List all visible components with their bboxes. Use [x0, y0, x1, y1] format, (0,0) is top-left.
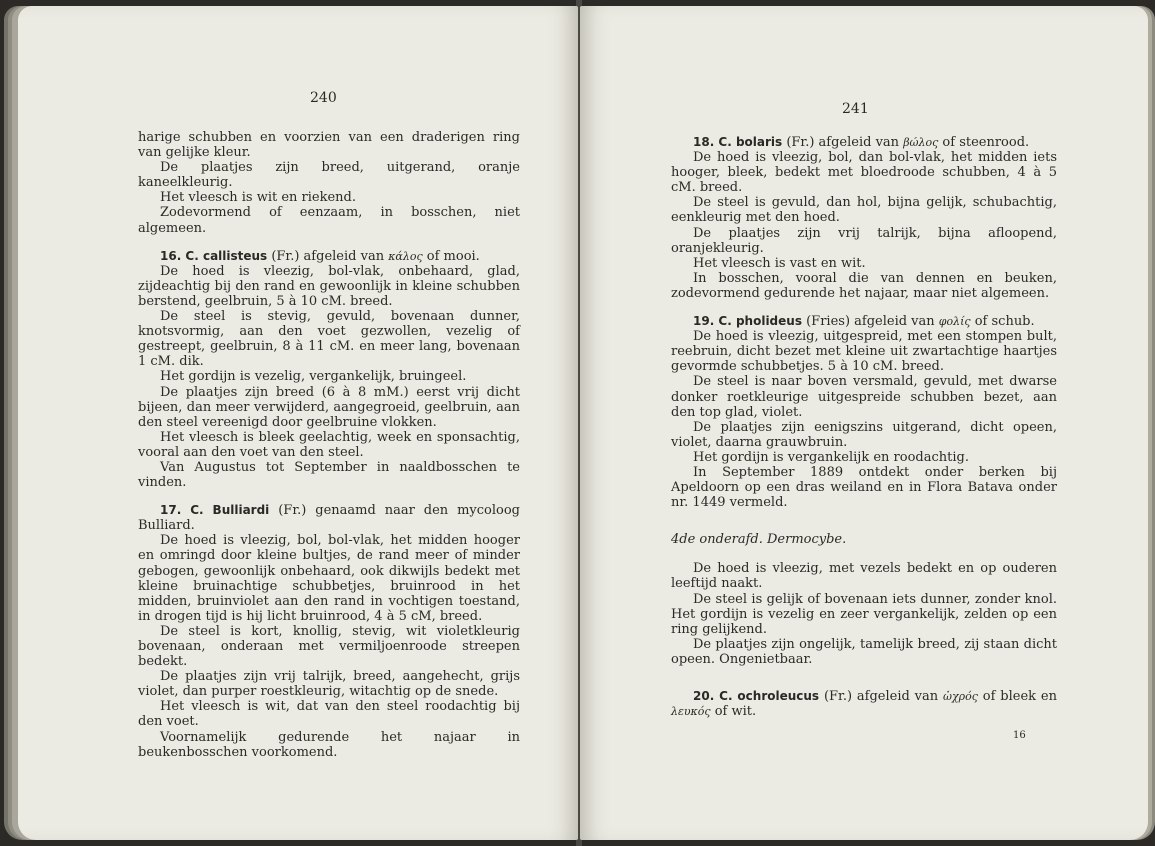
species-heading-17	[138, 503, 520, 533]
paragraph: Het gordijn is vergankelijk en roodachtig.	[693, 449, 969, 465]
paragraph: Het gordijn is vezelig, vergankelijk, bruingeel.	[160, 369, 467, 385]
species-number: 18.	[693, 135, 715, 149]
species-number: 17.	[160, 503, 182, 518]
paragraph: Zodevormend of eenzaam, in bosschen, niet algemeen.	[138, 205, 520, 236]
paragraph: In bosschen, vooral die van dennen en beuken, zodevormend gedurende het najaar, maar niet algemeen.	[671, 270, 1057, 301]
greek-word: βώλος	[903, 136, 939, 149]
paragraph: De plaatjes zijn vrij talrijk, bijna afloopend, oranjekleurig.	[671, 225, 1057, 256]
paragraph: Voornamelijk gedurende het najaar in beukenbosschen voorkomend.	[138, 729, 520, 760]
paragraph: De plaatjes zijn ongelijk, tamelijk breed, zij staan dicht opeen. Ongenietbaar.	[671, 636, 1057, 667]
paragraph: Het vleesch is wit en riekend.	[160, 190, 356, 206]
species-number: 20.	[693, 689, 715, 703]
species-lead: (Fr.) afgeleid van	[786, 135, 900, 150]
greek-word: λευκός	[671, 705, 711, 719]
species-lead: (Fr.) genaamd naar den mycoloog Bulliard.	[138, 503, 520, 534]
species-lead: (Fr.) afgeleid van	[823, 689, 939, 704]
paragraph: harige schubben en voorzien van een draderigen ring van gelijke kleur.	[138, 130, 520, 161]
species-tail: of mooi.	[426, 248, 480, 264]
paragraph: De hoed is vleezig, bol, dan bol-vlak, het midden iets hooger, bleek, bedekt met bloedroode schubben, 4 à 5 cM. breed.	[671, 150, 1057, 196]
species-heading-18	[671, 135, 1057, 150]
paragraph: De steel is kort, knollig, stevig, wit violetkleurig bovenaan, onderaan met vermiljoenroode streepen bedekt.	[138, 623, 520, 670]
species-heading-16	[138, 249, 520, 264]
species-number: 19.	[693, 314, 715, 329]
paragraph: De hoed is vleezig, bol-vlak, onbehaard, glad, zijdeachtig bij den rand en gewoonlijk in kleine schubben berstend, geelbruin, 5 à 10 cM. breed.	[138, 263, 520, 309]
species-tail: of schub.	[974, 314, 1035, 330]
paragraph: De plaatjes zijn breed (6 à 8 mM.) eerst vrij dicht bijeen, dan meer verwijderd, aangegroeid, geelbruin, aan den steel vereenigd door geelbruine vlokken.	[138, 384, 520, 430]
paragraph: De steel is gevuld, dan hol, bijna gelijk, schubachtig, eenkleurig met den hoed.	[671, 195, 1057, 226]
subsection-title: 4de onderafd. Dermocybe.	[671, 532, 847, 548]
paragraph: De steel is naar boven versmald, gevuld, met dwarse donker roetkleurige uitgespreide schubben bezet, aan den top glad, violet.	[671, 374, 1057, 420]
species-number: 16.	[160, 248, 182, 263]
paragraph: De hoed is vleezig, met vezels bedekt en op ouderen leeftijd naakt.	[671, 561, 1057, 592]
species-lead: (Fr.) afgeleid van	[271, 248, 385, 264]
right-page-text	[671, 135, 1057, 719]
page-number-left: 240	[310, 90, 337, 106]
species-name: C. bolaris	[718, 135, 783, 149]
paragraph: Van Augustus tot September in naaldbosschen te vinden.	[138, 459, 520, 491]
species-name: C. ochroleucus	[719, 689, 820, 703]
paragraph: De plaatjes zijn breed, uitgerand, oranje kaneelkleurig.	[138, 160, 520, 191]
greek-word: κάλος	[388, 249, 423, 263]
paragraph: Het vleesch is bleek geelachtig, week en sponsachtig, vooral aan den voet van den steel.	[138, 429, 520, 460]
left-page-text	[138, 130, 520, 760]
species-name: C. pholideus	[718, 314, 802, 329]
species-name: C. callisteus	[185, 248, 268, 263]
greek-word: φολίς	[938, 315, 971, 329]
species-lead: (Fries) afgeleid van	[806, 314, 935, 330]
signature-mark: 16	[1013, 730, 1026, 741]
paragraph: De hoed is vleezig, bol, bol-vlak, het midden hooger en omringd door kleine bultjes, de rand meer of minder gebogen, gewoonlijk onbehaard, ook dikwijls bedekt met kleine bruinachtige schubbetjes, bruinrood in het midden, bruinviolet aan den rand in vochtigen toestand, in drogen tijd is hij licht bruinrood, 4 à 5 cM, breed.	[138, 533, 520, 624]
paragraph: Het vleesch is wit, dat van den steel roodachtig bij den voet.	[138, 699, 520, 730]
species-heading-19	[671, 314, 1057, 329]
left-page	[18, 6, 578, 840]
species-heading-20	[671, 689, 1057, 719]
greek-word: ὠχρός	[943, 690, 978, 703]
species-tail: of bleek en	[982, 689, 1057, 704]
page-number-right: 241	[842, 101, 869, 117]
paragraph: De plaatjes zijn vrij talrijk, breed, aangehecht, grijs violet, dan purper roestkleurig, witachtig op de snede.	[138, 669, 520, 700]
right-page	[580, 6, 1148, 840]
paragraph: De steel is stevig, gevuld, bovenaan dunner, knotsvormig, aan den voet gezwollen, vezelig of gestreept, geelbruin, 8 à 11 cM. en meer lang, bovenaan 1 cM. dik.	[138, 309, 520, 370]
paragraph: Het vleesch is vast en wit.	[693, 255, 866, 271]
paragraph: De hoed is vleezig, uitgespreid, met een stompen bult, reebruin, dicht bezet met kleine uit zwartachtige haartjes gevormde schubbetjes. 5 à 10 cM. breed.	[671, 329, 1057, 375]
paragraph: De plaatjes zijn eenigszins uitgerand, dicht opeen, violet, daarna grauwbruin.	[671, 419, 1057, 450]
paragraph: De steel is gelijk of bovenaan iets dunner, zonder knol. Het gordijn is vezelig en zeer vergankelijk, zelden op een ring gelijkend.	[671, 591, 1057, 637]
paragraph: In September 1889 ontdekt onder berken bij Apeldoorn op een dras weiland en in Flora Batava onder nr. 1449 vermeld.	[671, 464, 1057, 511]
species-name: C. Bulliardi	[190, 503, 270, 518]
species-tail: of wit.	[714, 704, 757, 720]
species-tail: of steenrood.	[942, 135, 1030, 150]
